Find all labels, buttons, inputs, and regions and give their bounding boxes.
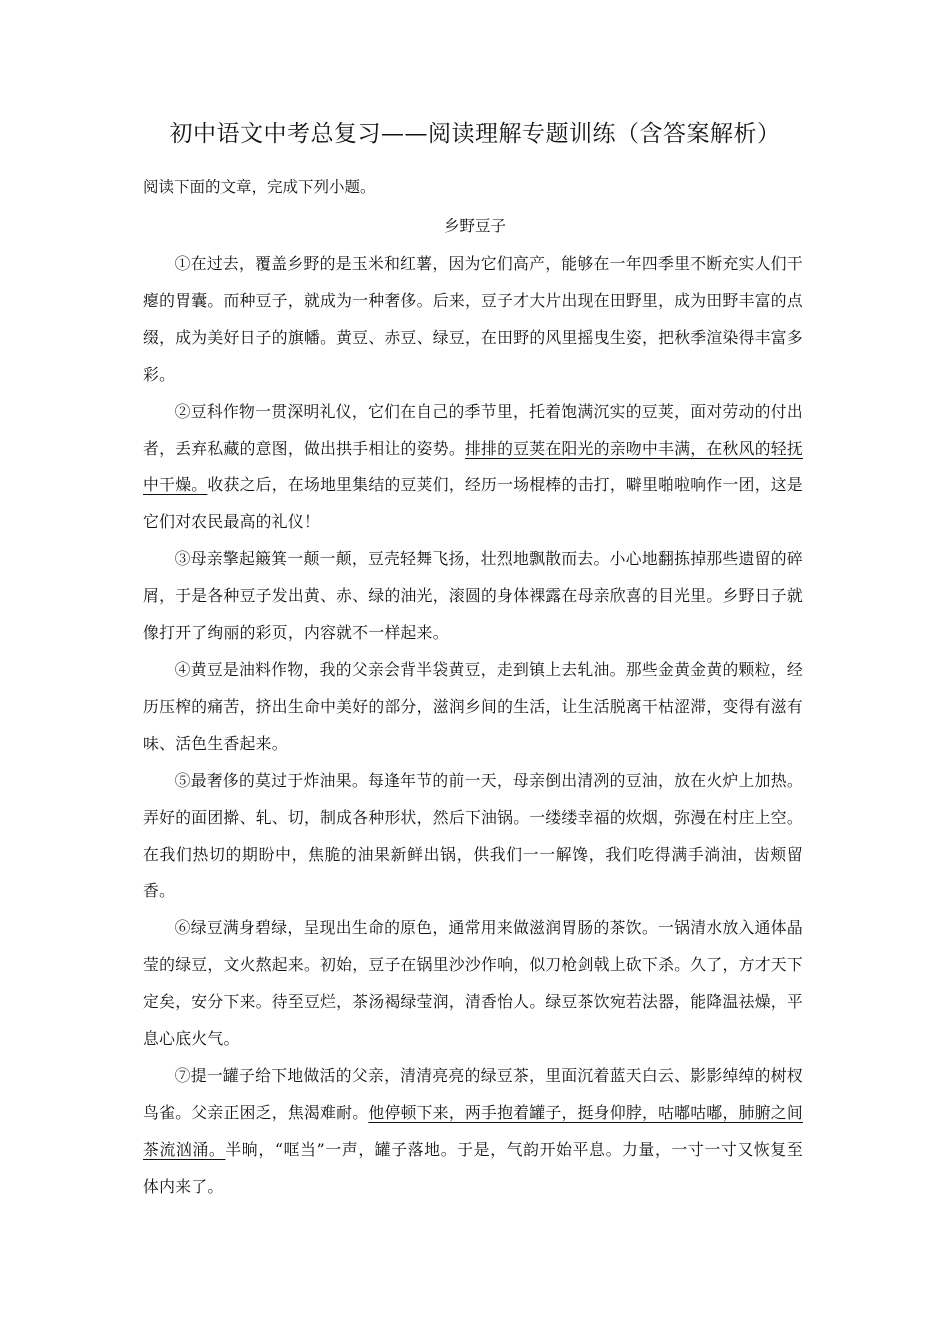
underlined-sentence: 他停顿下来，两手抱着罐子，挺身仰脖，咕嘟咕嘟，肺腑之间茶流汹涌。 [143,1102,804,1159]
paragraph-text: ④黄豆是油料作物，我的父亲会背半袋黄豆，走到镇上去轧油。那些金黄金黄的颗粒，经历压榨的痛苦，挤出生命中美好的部分，滋润乡间的生活，让生活脱离干枯涩滞，变得有滋有味、活色生香起来。 [143,659,803,753]
paragraph-text: ②豆科作物一贯深明礼仪，它们在自己的季节里，托着饱满沉实的豆荚，面对劳动的付出者，丢弃私藏的意图，做出拱手相让的姿势。 [143,401,803,458]
paragraph-text: ⑤最奢侈的莫过于炸油果。每逢年节的前一天，母亲倒出清冽的豆油，放在火炉上加热。弄好的面团擀、轧、切，制成各种形状，然后下油锅。一缕缕幸福的炊烟，弥漫在村庄上空。在我们热切的期盼中，焦脆的油果新鲜出锅，供我们一一解馋，我们吃得满手淌油，齿颊留香。 [143,770,803,901]
paragraph-text: 半晌，“哐当”一声，罐子落地。于是，气韵开始平息。力量，一寸一寸又恢复至体内来了。 [143,1139,803,1196]
paragraph-text: ⑥绿豆满身碧绿，呈现出生命的原色，通常用来做滋润胃肠的茶饮。一锅清水放入通体晶莹的绿豆，文火熬起来。初始，豆子在锅里沙沙作响，似刀枪剑戟上砍下杀。久了，方才天下定矣，安分下来。待至豆烂，茶汤褐绿莹润，清香怡人。绿豆茶饮宛若法器，能降温祛燥，平息心底火气。 [143,918,803,1049]
paragraph-3 [143,541,803,652]
underlined-sentence: 排排的豆荚在阳光的亲吻中丰满，在秋风的轻抚中干燥。 [143,438,803,495]
paragraph-6 [143,910,803,1058]
paragraph-text: ⑦提一罐子给下地做活的父亲，清清亮亮的绿豆茶，里面沉着蓝天白云、影影绰绰的树杈鸟雀。父亲正困乏，焦渴难耐。 [143,1065,803,1122]
article-title: 乡野豆子 [443,217,506,235]
paragraph-5 [143,763,803,911]
paragraph-4 [143,652,803,763]
paragraph-text: 收获之后，在场地里集结的豆荚们，经历一场棍棒的击打，噼里啪啦响作一团，这是它们对农民最高的礼仪！ [143,475,803,532]
paragraph-text: ③母亲擎起簸箕一颠一颠，豆壳轻舞飞扬，壮烈地飘散而去。小心地翻拣掉那些遗留的碎屑，于是各种豆子发出黄、赤、绿的油光，滚圆的身体裸露在母亲欣喜的目光里。乡野日子就像打开了绚丽的彩页，内容就不一样起来。 [143,549,803,643]
article-body [143,246,803,1206]
paragraph-2 [143,394,803,542]
document-title: 初中语文中考总复习——阅读理解专题训练（含答案解析） [169,121,781,147]
paragraph-text: ①在过去，覆盖乡野的是玉米和红薯，因为它们高产，能够在一年四季里不断充实人们干瘪的胃囊。而种豆子，就成为一种奢侈。后来，豆子才大片出现在田野里，成为田野丰富的点缀，成为美好日子的旗幡。黄豆、赤豆、绿豆，在田野的风里摇曳生姿，把秋季渲染得丰富多彩。 [143,254,803,384]
paragraph-1 [143,246,803,394]
reading-instruction: 阅读下面的文章，完成下列小题。 [143,178,376,196]
paragraph-7 [143,1058,803,1206]
